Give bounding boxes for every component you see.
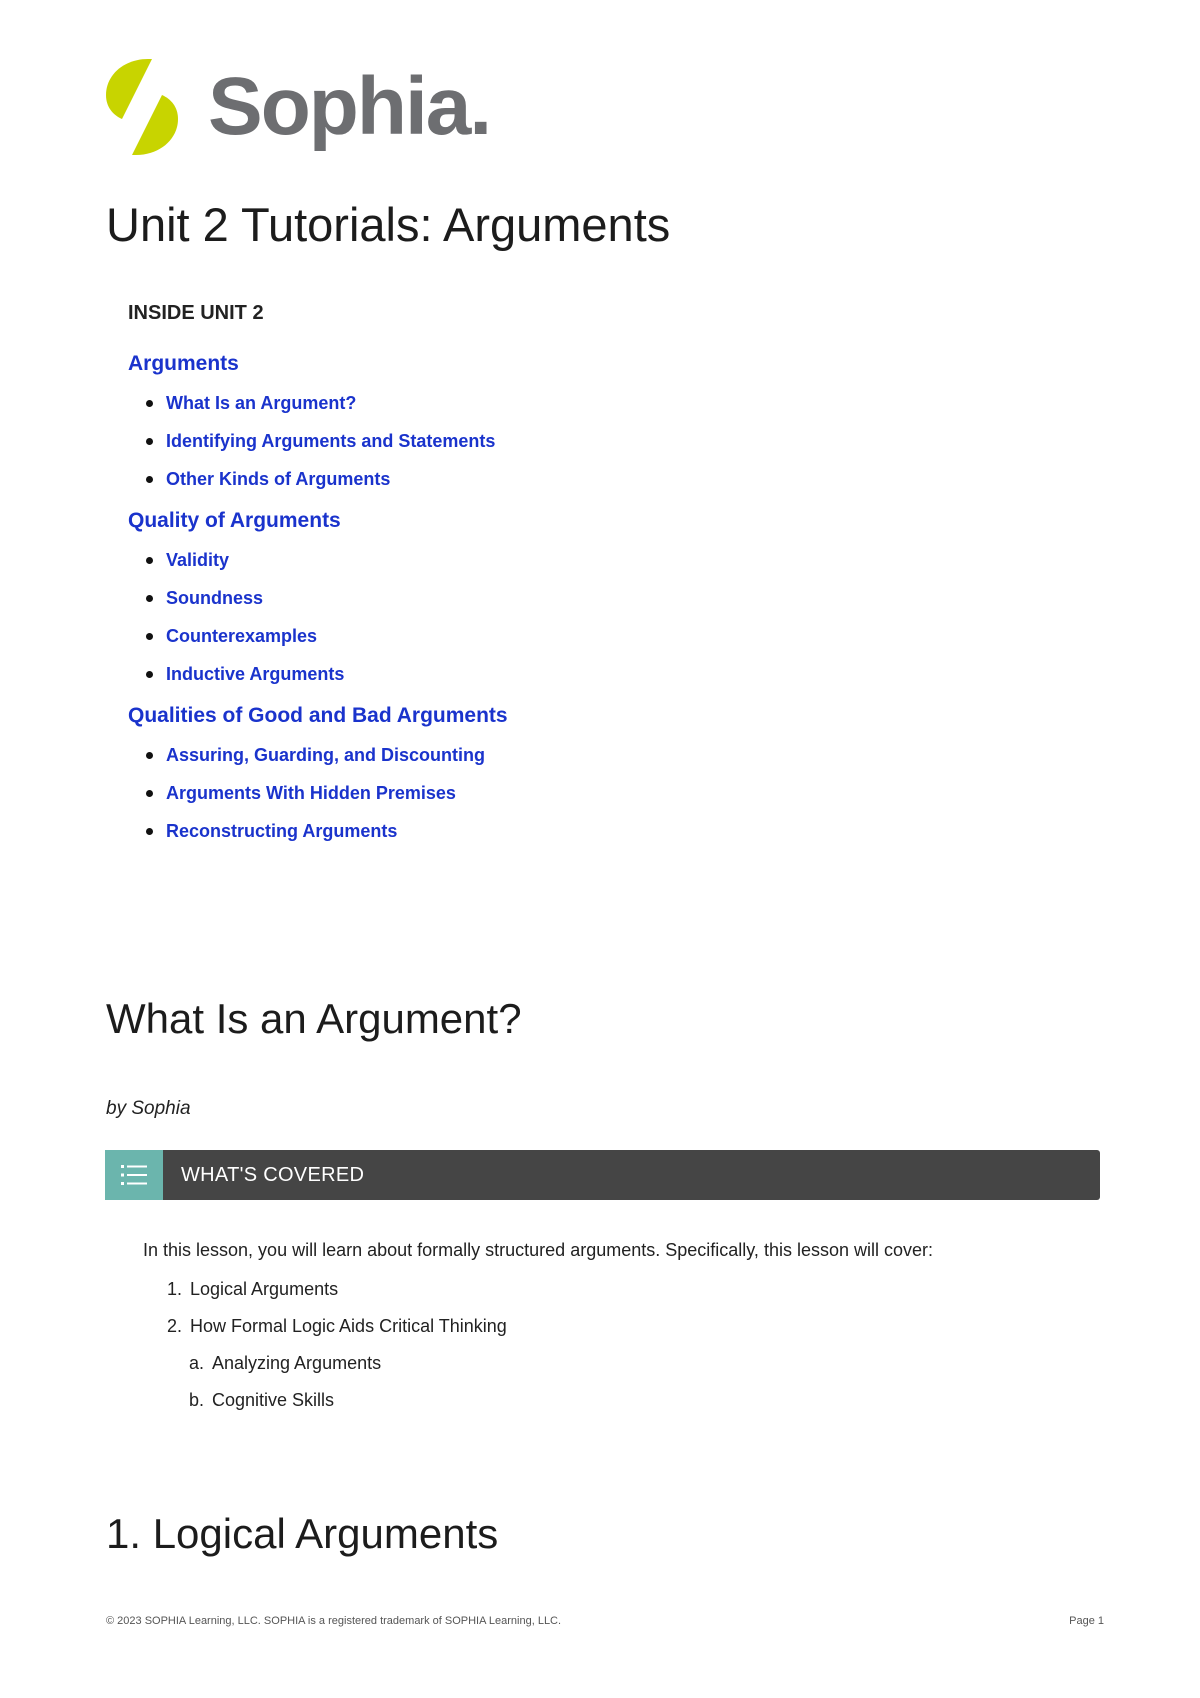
outline-text: Cognitive Skills	[212, 1390, 335, 1410]
toc-section	[128, 507, 828, 685]
toc-link[interactable]: Assuring, Guarding, and Discounting	[128, 744, 828, 766]
outline-item	[160, 1315, 507, 1337]
covered-intro: In this lesson, you will learn about formally structured arguments. Specifically, this lesson will cover:	[143, 1240, 933, 1260]
toc-link[interactable]: Other Kinds of Arguments	[128, 468, 828, 490]
section-heading: 1. Logical Arguments	[106, 1510, 499, 1557]
covered-outline	[160, 1278, 507, 1426]
toc-section	[128, 350, 828, 490]
toc-section	[128, 702, 828, 842]
toc-link[interactable]: Validity	[128, 549, 828, 571]
outline-item	[182, 1389, 507, 1411]
toc-link[interactable]: Identifying Arguments and Statements	[128, 430, 828, 452]
inside-unit-label: INSIDE UNIT 2	[128, 302, 264, 324]
toc-link[interactable]: Inductive Arguments	[128, 663, 828, 685]
lesson-title: What Is an Argument?	[106, 995, 522, 1042]
toc-heading-link[interactable]: Qualities of Good and Bad Arguments	[128, 704, 508, 727]
outline-marker: b.	[188, 1390, 204, 1410]
outline-marker: 2.	[166, 1316, 182, 1336]
sophia-logo	[104, 55, 490, 159]
outline-marker: a.	[188, 1353, 204, 1373]
list-icon	[105, 1150, 163, 1200]
outline-item	[182, 1352, 507, 1374]
outline-marker: 1.	[166, 1279, 182, 1299]
footer-copyright: © 2023 SOPHIA Learning, LLC. SOPHIA is a registered trademark of SOPHIA Learning, LLC.	[106, 1615, 562, 1627]
unit-toc	[128, 350, 828, 859]
toc-heading-link[interactable]: Quality of Arguments	[128, 509, 341, 532]
whats-covered-title: WHAT'S COVERED	[181, 1163, 365, 1186]
byline: by Sophia	[106, 1098, 191, 1119]
sophia-wordmark: Sophia.	[208, 61, 491, 152]
toc-link[interactable]: Reconstructing Arguments	[128, 820, 828, 842]
toc-link[interactable]: Counterexamples	[128, 625, 828, 647]
toc-link[interactable]: Arguments With Hidden Premises	[128, 782, 828, 804]
outline-text: How Formal Logic Aids Critical Thinking	[190, 1316, 507, 1336]
toc-heading-link[interactable]: Arguments	[128, 352, 239, 375]
whats-covered-bar	[105, 1150, 1100, 1200]
page-title: Unit 2 Tutorials: Arguments	[106, 198, 671, 251]
toc-link[interactable]: Soundness	[128, 587, 828, 609]
sophia-s-icon	[104, 55, 180, 159]
outline-text: Logical Arguments	[190, 1279, 339, 1299]
page-number: Page 1	[1069, 1615, 1104, 1627]
toc-link[interactable]: What Is an Argument?	[128, 392, 828, 414]
outline-item	[160, 1278, 507, 1300]
outline-text: Analyzing Arguments	[212, 1353, 382, 1373]
